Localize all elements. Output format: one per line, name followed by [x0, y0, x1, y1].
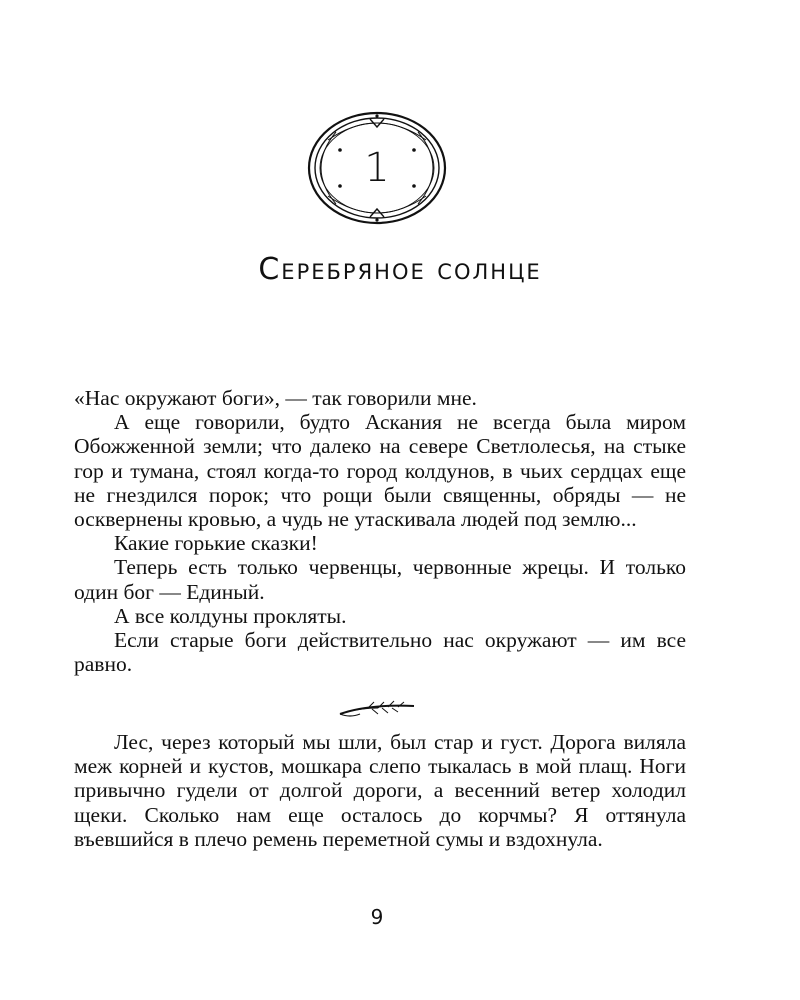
- paragraph: А еще говорили, будто Аскания не всегда была миром Обожженной земли; что далеко на севере Светлолесья, на стыке гор и тумана, стоял когда-то город колдунов, в чьих сердцах еще не гнездился порок; что рощи были священны, обряды — не осквернены кровью, а чудь не утаскивала людей под землю...: [74, 410, 686, 532]
- text-block-2: [74, 730, 686, 851]
- paragraph: А все колдуны прокляты.: [114, 603, 347, 628]
- section-divider: [338, 698, 418, 720]
- paragraph: Теперь есть только червенцы, червонные жрецы. И только один бог — Единый.: [74, 555, 686, 604]
- page-number: 9: [370, 905, 384, 929]
- paragraph: «Нас окружают боги», — так говорили мне.: [74, 386, 477, 410]
- text-block-1: [74, 386, 686, 676]
- chapter-number: 1: [364, 145, 390, 191]
- chapter-title: Серебряное солнце: [258, 252, 542, 287]
- paragraph: Лес, через который мы шли, был стар и густ. Дорога виляла меж корней и кустов, мошкара слепо тыкалась в мой плащ. Ноги привычно гудели от долгой дороги, а весенний ветер холодил щеки. Сколько нам еще осталось до корчмы? Я оттянула въевшийся в плечо ремень переметной сумы и вздохнула.: [74, 730, 686, 851]
- feather-flourish-icon: [338, 698, 418, 720]
- chapter-emblem: [306, 110, 448, 226]
- paragraph: Если старые боги действительно нас окружают — им все равно.: [74, 628, 686, 677]
- paragraph: Какие горькие сказки!: [114, 531, 318, 556]
